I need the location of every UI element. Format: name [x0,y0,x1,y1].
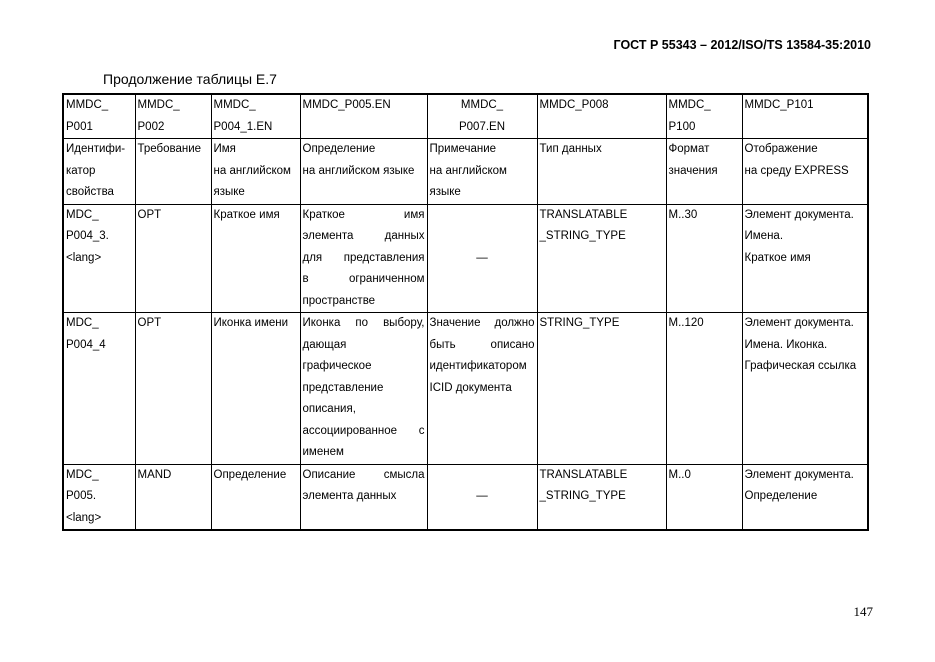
id-cell: MDC_ P004_3. <lang> [63,204,135,313]
code-row [63,94,868,139]
req-cell: MAND [135,464,211,530]
name-cell: Определение [211,464,300,530]
format-cell: M..0 [666,464,742,530]
req-cell: OPT [135,204,211,313]
document-header: ГОСТ Р 55343 – 2012/ISO/TS 13584-35:2010 [613,38,871,52]
code-cell: MMDC_P101 [742,94,868,139]
format-cell: M..30 [666,204,742,313]
note-cell: — [427,464,537,530]
code-cell: MMDC_ P002 [135,94,211,139]
type-cell: STRING_TYPE [537,313,666,465]
table-row [63,464,868,530]
header-cell: Определение на английском языке [300,139,427,205]
code-cell: MMDC_ P004_1.EN [211,94,300,139]
header-cell: Требование [135,139,211,205]
code-cell: MMDC_ P007.EN [427,94,537,139]
header-cell: Формат значения [666,139,742,205]
type-cell: TRANSLATABLE _STRING_TYPE [537,464,666,530]
table-continuation-caption: Продолжение таблицы Е.7 [103,71,277,87]
id-cell: MDC_ P004_4 [63,313,135,465]
page-number: 147 [853,604,873,619]
express-cell: Элемент документа. Имена. Краткое имя [742,204,868,313]
header-cell: Отображение на среду EXPRESS [742,139,868,205]
express-cell: Элемент документа. Определение [742,464,868,530]
name-cell: Краткое имя [211,204,300,313]
id-cell: MDC_ P005. <lang> [63,464,135,530]
header-row [63,139,868,205]
def-cell: Описание смысла элемента данных [300,464,427,530]
format-cell: M..120 [666,313,742,465]
code-cell: MMDC_P008 [537,94,666,139]
header-cell: Тип данных [537,139,666,205]
note-cell: Значение должно быть описано идентификатором ICID документа [427,313,537,465]
express-cell: Элемент документа. Имена. Иконка. Графическая ссылка [742,313,868,465]
header-cell: Идентифи- катор свойства [63,139,135,205]
type-cell: TRANSLATABLE _STRING_TYPE [537,204,666,313]
header-cell: Имя на английском языке [211,139,300,205]
note-cell: — [427,204,537,313]
code-cell: MMDC_ P001 [63,94,135,139]
name-cell: Иконка имени [211,313,300,465]
header-cell: Примечание на английском языке [427,139,537,205]
def-cell: Иконка по выбору, дающая графическое представление описания, ассоциированное с именем [300,313,427,465]
code-cell: MMDC_P005.EN [300,94,427,139]
code-cell: MMDC_ P100 [666,94,742,139]
def-cell: Краткое имя элемента данных для представления в ограниченном пространстве [300,204,427,313]
properties-table [62,93,869,531]
table-row [63,313,868,465]
req-cell: OPT [135,313,211,465]
table-row [63,204,868,313]
